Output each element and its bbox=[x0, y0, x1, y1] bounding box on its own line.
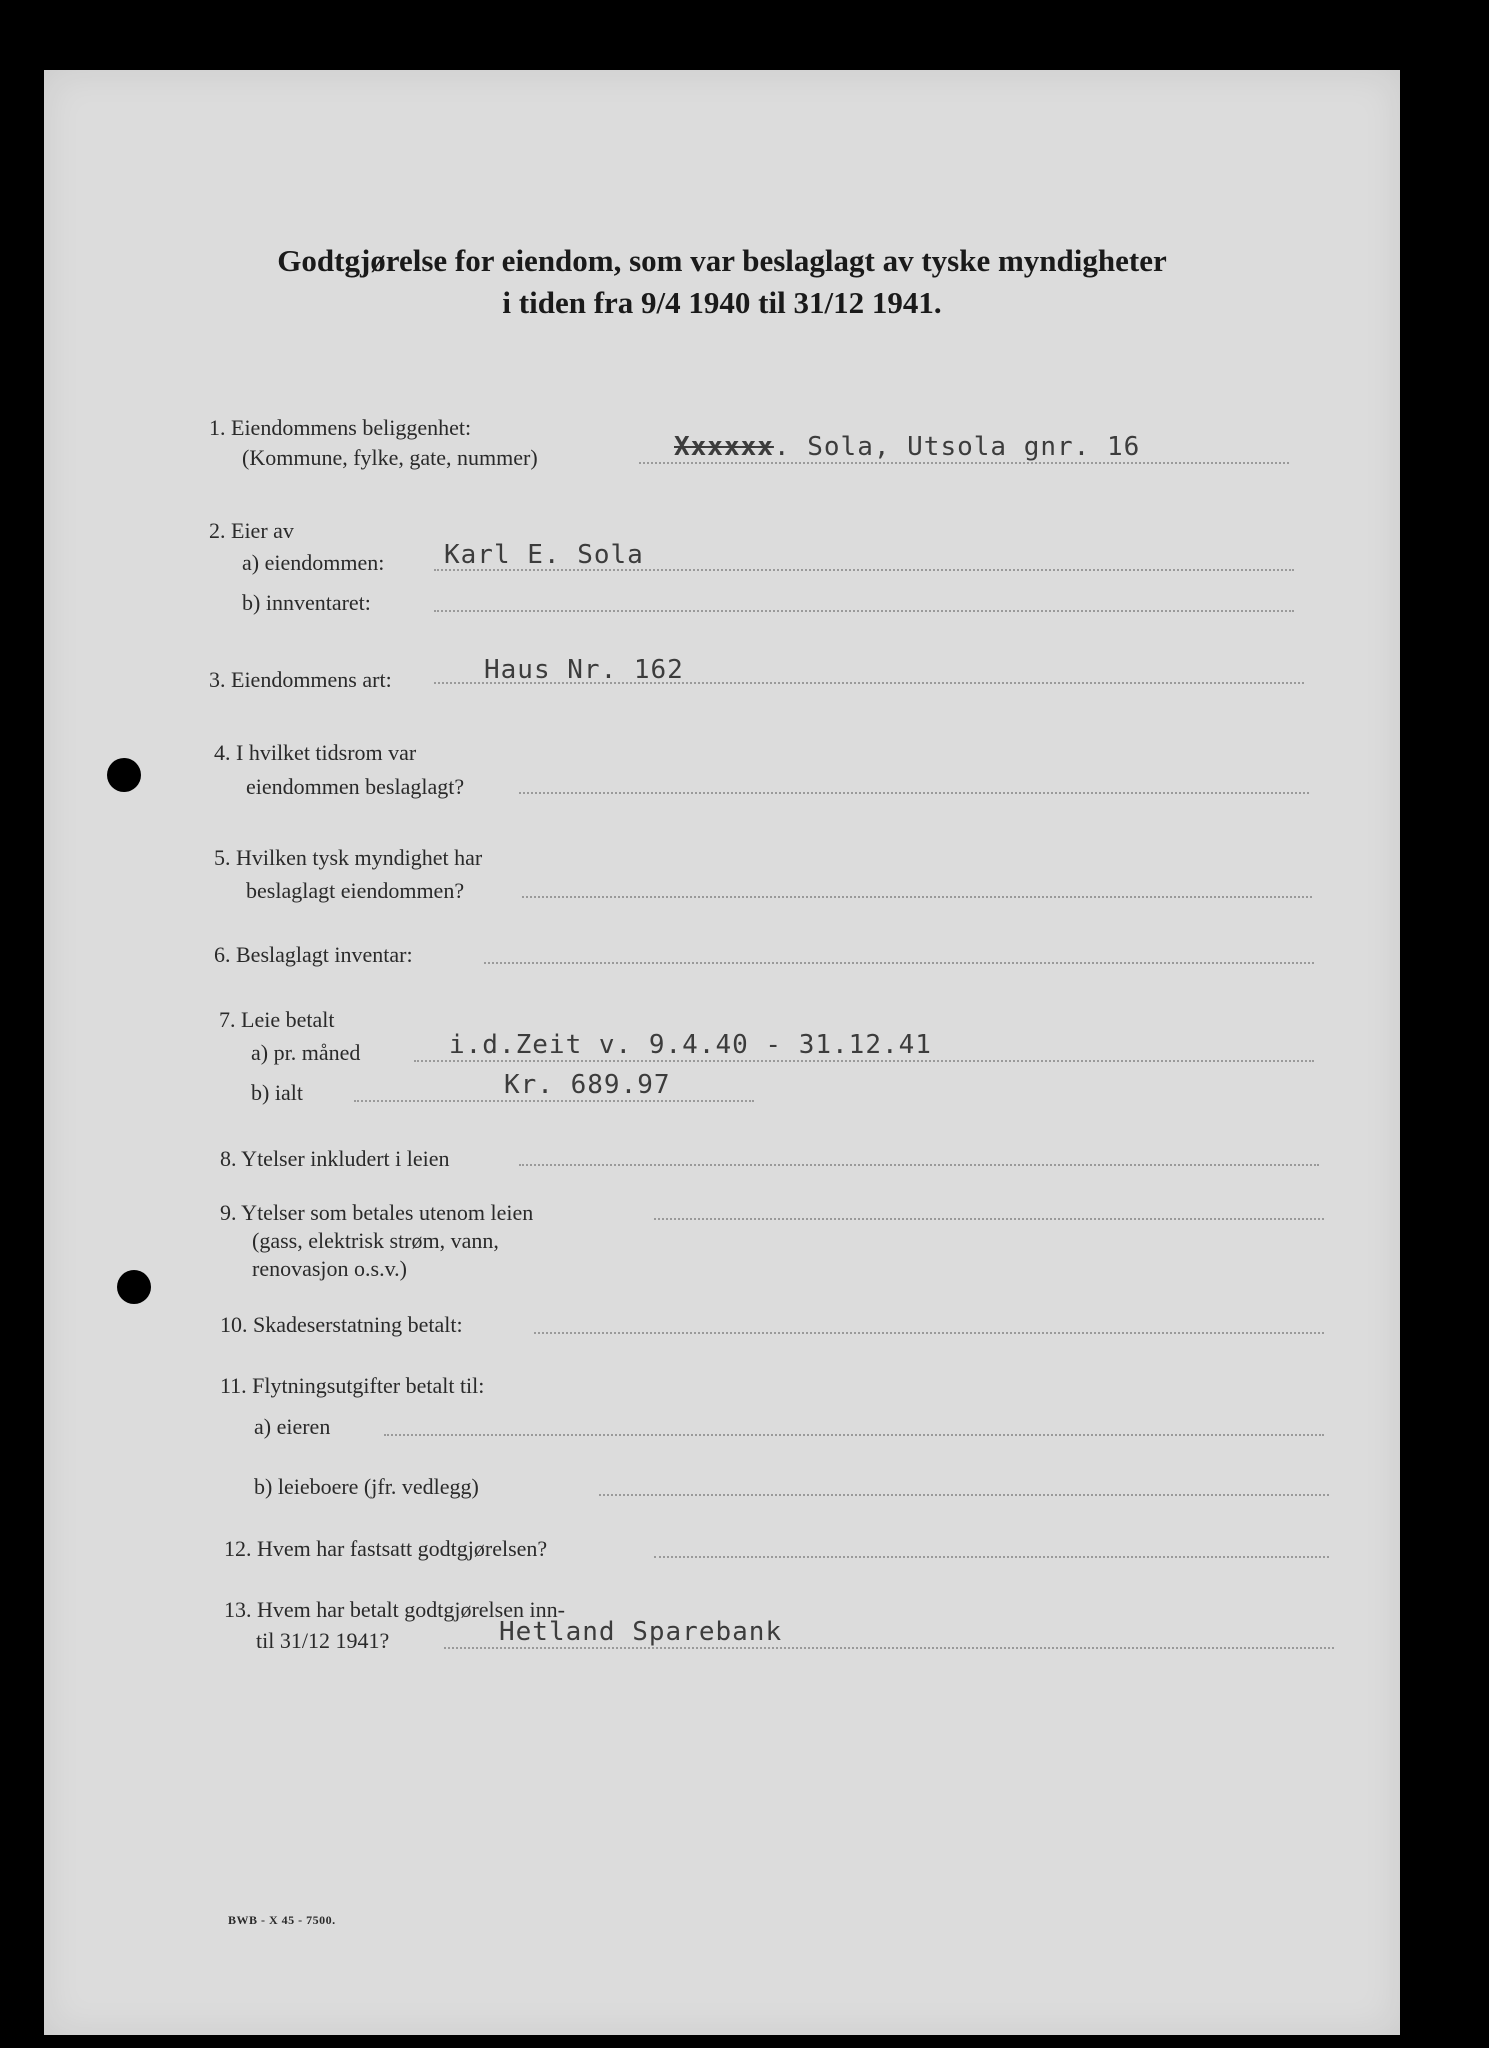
print-code: BWB - X 45 - 7500. bbox=[228, 1913, 336, 1927]
item-10-label: 10. Skadeserstatning betalt: bbox=[220, 1312, 463, 1337]
item-12-label: 12. Hvem har fastsatt godtgjørelsen? bbox=[224, 1536, 548, 1561]
title-line-1: Godtgjørelse for eiendom, som var beslaglagt av tyske myndigheter bbox=[277, 243, 1167, 278]
item-8-line bbox=[519, 1164, 1319, 1166]
item-2-label: 2. Eier av bbox=[209, 518, 294, 543]
item-13-sublabel: til 31/12 1941? bbox=[256, 1628, 390, 1653]
item-9-sublabel-1: (gass, elektrisk strøm, vann, bbox=[252, 1228, 499, 1253]
item-13-line bbox=[444, 1647, 1334, 1649]
item-4-sublabel: eiendommen beslaglagt? bbox=[246, 774, 465, 799]
item-10-line bbox=[534, 1332, 1324, 1334]
item-9-line bbox=[654, 1218, 1324, 1220]
item-11a-line bbox=[384, 1434, 1324, 1436]
item-11a-label: a) eieren bbox=[254, 1414, 331, 1439]
item-13-value: Hetland Sparebank bbox=[499, 1617, 783, 1647]
item-6-line bbox=[484, 962, 1314, 964]
item-2a-value: Karl E. Sola bbox=[444, 540, 644, 570]
item-7a-line bbox=[414, 1060, 1314, 1062]
item-1-struck-word: Xxxxxx bbox=[674, 432, 774, 462]
item-2b-line bbox=[434, 610, 1294, 612]
item-2a-label: a) eiendommen: bbox=[242, 550, 385, 575]
item-4-line bbox=[519, 792, 1309, 794]
item-7a-value: i.d.Zeit v. 9.4.40 - 31.12.41 bbox=[449, 1030, 932, 1060]
item-3-value: Haus Nr. 162 bbox=[484, 655, 684, 685]
item-1-sublabel: (Kommune, fylke, gate, nummer) bbox=[242, 445, 538, 470]
punch-hole-top bbox=[107, 758, 141, 792]
title-line-2: i tiden fra 9/4 1940 til 31/12 1941. bbox=[502, 285, 942, 320]
item-12-line bbox=[654, 1556, 1329, 1558]
item-7b-value: Kr. 689.97 bbox=[504, 1070, 671, 1100]
item-7-label: 7. Leie betalt bbox=[219, 1007, 335, 1032]
item-3-label: 3. Eiendommens art: bbox=[209, 667, 392, 692]
item-1-label: 1. Eiendommens beliggenhet: bbox=[209, 415, 472, 440]
item-5-label: 5. Hvilken tysk myndighet har bbox=[214, 845, 483, 870]
item-2b-label: b) innventaret: bbox=[242, 590, 371, 615]
item-1-line bbox=[639, 462, 1289, 464]
form-sheet bbox=[44, 70, 1400, 2035]
item-1-value bbox=[674, 432, 1140, 462]
item-1-value-text: . Sola, Utsola gnr. 16 bbox=[773, 432, 1141, 462]
item-5-line bbox=[522, 896, 1312, 898]
item-7b-line bbox=[354, 1100, 754, 1102]
item-9-label: 9. Ytelser som betales utenom leien bbox=[220, 1200, 534, 1225]
item-11b-line bbox=[599, 1494, 1329, 1496]
item-4-label: 4. I hvilket tidsrom var bbox=[214, 740, 417, 765]
item-8-label: 8. Ytelser inkludert i leien bbox=[220, 1146, 450, 1171]
item-13-label: 13. Hvem har betalt godtgjørelsen inn- bbox=[224, 1597, 565, 1622]
item-11b-label: b) leieboere (jfr. vedlegg) bbox=[254, 1474, 479, 1499]
item-5-sublabel: beslaglagt eiendommen? bbox=[246, 878, 465, 903]
item-6-label: 6. Beslaglagt inventar: bbox=[214, 942, 413, 967]
item-11-label: 11. Flytningsutgifter betalt til: bbox=[220, 1373, 485, 1398]
item-9-sublabel-2: renovasjon o.s.v.) bbox=[252, 1256, 407, 1281]
item-7a-label: a) pr. måned bbox=[251, 1040, 361, 1065]
item-7b-label: b) ialt bbox=[251, 1080, 303, 1105]
punch-hole-bottom bbox=[117, 1270, 151, 1304]
form-title bbox=[44, 240, 1400, 324]
